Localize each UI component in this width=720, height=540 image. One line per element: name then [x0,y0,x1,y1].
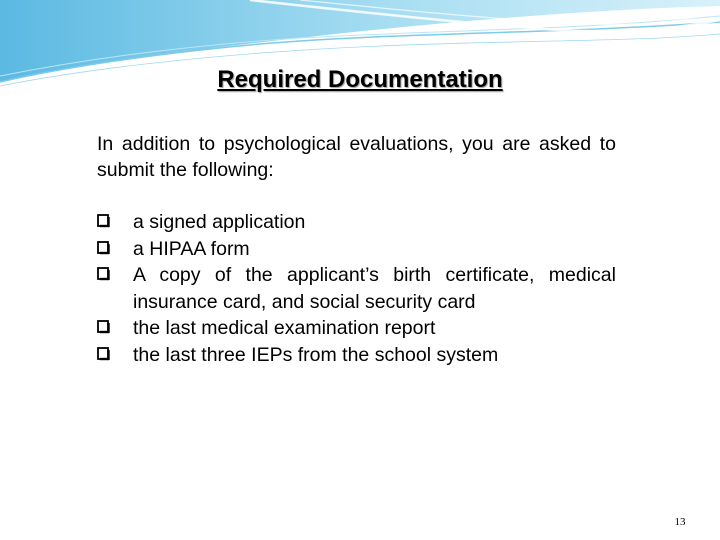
checkbox-bullet-icon [97,347,110,361]
documents-list [97,209,616,368]
list-item-text: a signed application [133,211,306,233]
checkbox-bullet-icon [97,214,110,228]
checkbox-bullet-icon [97,241,110,255]
list-item [97,262,616,315]
list-item-text: A copy of the applicant’s birth certificate, medical insurance card, and social security card [133,264,616,313]
list-item-text: the last medical examination report [133,317,436,339]
list-item [97,315,616,342]
slide-title: Required Documentation [217,66,503,93]
intro-paragraph: In addition to psychological evaluations, you are asked to submit the following: [97,133,616,181]
checkbox-bullet-icon [97,267,110,281]
list-item [97,209,616,236]
list-item [97,236,616,263]
list-item-text: the last three IEPs from the school system [133,343,499,366]
list-item [97,342,616,369]
page-number: 13 [674,516,686,528]
list-item-text: a HIPAA form [133,237,250,260]
checkbox-bullet-icon [97,320,110,334]
